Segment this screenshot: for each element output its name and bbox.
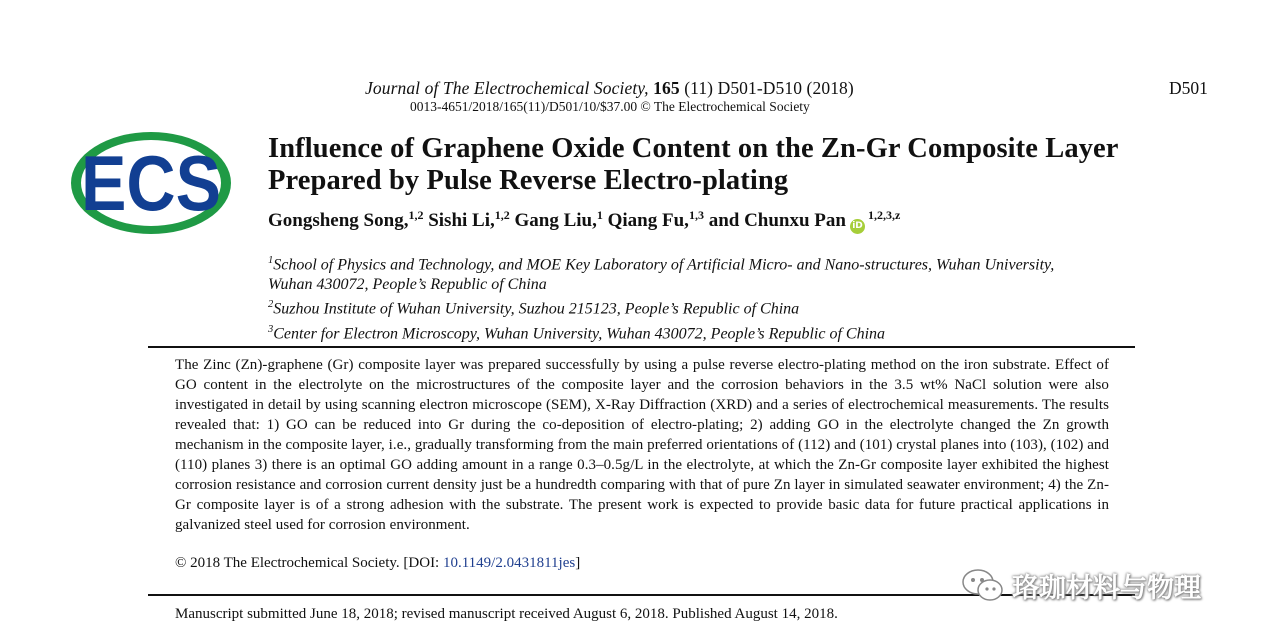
copyright-line: © 2018 The Electrochemical Society. [DOI: 10.1149/2.0431811jes] (175, 555, 581, 571)
affiliation: $^1$School of Physics and Technology, and MOE Key Laboratory of Artificial Micro- and Nano-structures, Wuhan University, Wuhan 430072, People’s Republic of China (268, 255, 1055, 294)
author: Gongsheng Song,$^{1,2}$ (268, 208, 424, 231)
journal-volume: 165 (653, 78, 680, 98)
author: and Chunxu Pan iD$^{1,2,3,z}$ (709, 210, 901, 231)
journal-citation (365, 78, 854, 99)
watermark-text: 珞珈材料与物理 (1012, 572, 1201, 604)
doi-link[interactable]: 10.1149/2.0431811jes (442, 555, 576, 571)
ecs-logo (68, 128, 234, 238)
paper-title: Influence of Graphene Oxide Content on the Zn-Gr Composite Layer Prepared by Pulse Reverse Electro-plating (268, 133, 1119, 196)
page-number: D501 (1169, 78, 1208, 98)
issn-line: 0013-4651/2018/165(11)/D501/10/$37.00 © The Electrochemical Society (410, 99, 810, 114)
author: Sishi Li,$^{1,2}$ (428, 208, 510, 231)
abstract: The Zinc (Zn)-graphene (Gr) composite layer was prepared successfully by using a pulse reverse electro-plating method on the iron substrate. Effect of GO content in the electrolyte on the microstructures of the composite layer and the corrosion behaviors in the 3.5 wt% NaCl solution were also investigated in detail by using scanning electron microscope (SEM), X-Ray Diffraction (XRD) and a series of electrochemical measurements. The results revealed that: 1) GO can be reduced into Gr during the co-deposition of electro-plating; 2) adding GO in the electrolyte changed the Zn growth mechanism in the composite layer, i.e., gradually transforming from the main preferred orientations of (112) and (101) crystal planes into (103), (102) and (110) planes 3) there is an optimal GO adding amount in a range 0.3–0.5g/L in the electrolyte, at which the Zn-Gr composite layer exhibited the highest corrosion resistance and corrosion current density just be a hundredth comparing with that of pure Zn layer in simulated seawater environment; 4) the Zn-Gr composite layer is of a strong adhesion with the substrate. The present work is expected to provide basic data for future practical applications in galvanized steel used for corrosion environment. (175, 357, 1109, 533)
abstract-top-rule (148, 346, 1135, 348)
affiliations (268, 251, 1088, 344)
affiliation: $^3$Center for Electron Microscopy, Wuhan University, Wuhan 430072, People’s Republic of China (268, 323, 886, 342)
watermark (960, 565, 1201, 605)
author: Qiang Fu,$^{1,3}$ (607, 208, 704, 231)
ecs-logo-text: ECS (81, 139, 221, 227)
author-list (268, 208, 900, 234)
journal-issue-pages: (11) D501-D510 (2018) (684, 78, 854, 98)
manuscript-dates: Manuscript submitted June 18, 2018; revised manuscript received August 6, 2018. Published August 14, 2018. (175, 606, 838, 622)
affiliation: $^2$Suzhou Institute of Wuhan University, Suzhou 215123, People’s Republic of China (268, 299, 800, 318)
journal-name: Journal of The Electrochemical Society, (365, 78, 649, 98)
wechat-icon (960, 565, 1006, 605)
author: Gang Liu,$^1$ (514, 208, 603, 231)
orcid-icon[interactable]: iD (850, 219, 865, 234)
